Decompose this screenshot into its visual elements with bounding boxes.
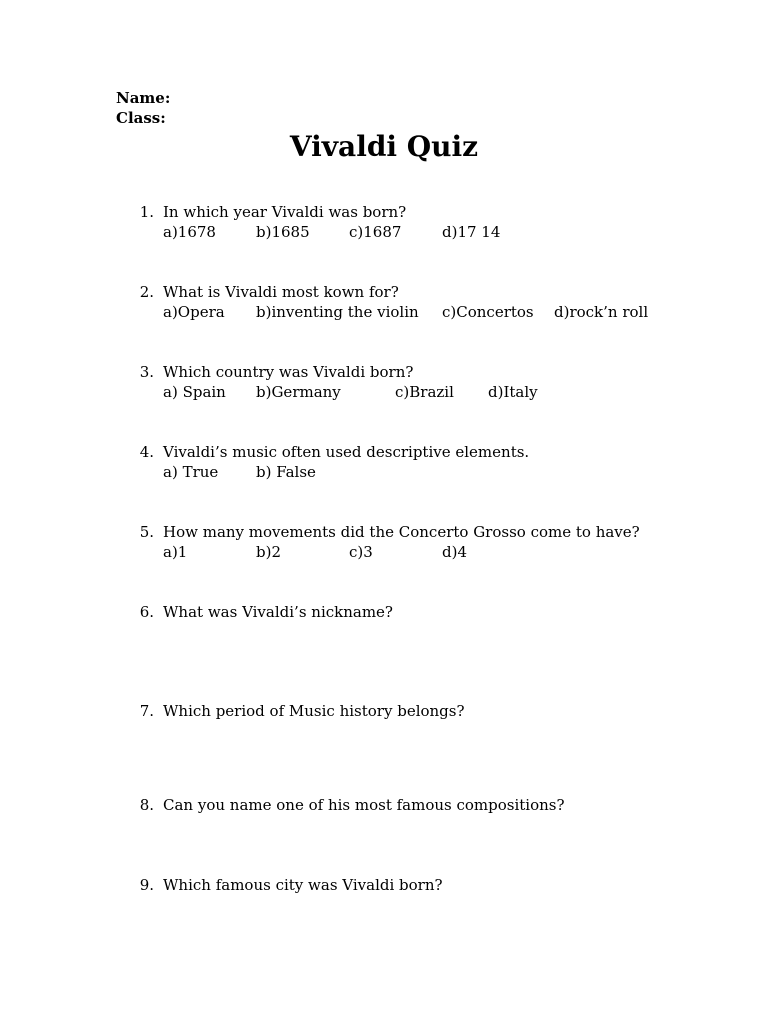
name-label: Name: bbox=[116, 89, 171, 107]
question-text: What is Vivaldi most kown for? bbox=[163, 283, 399, 301]
answer-option-c: c)3 bbox=[349, 543, 373, 561]
question-number: 2. bbox=[139, 283, 154, 301]
question-text: Vivaldi’s music often used descriptive elements. bbox=[163, 443, 530, 461]
question-text: Which period of Music history belongs? bbox=[163, 702, 465, 720]
answer-option-a: a) Spain bbox=[163, 383, 226, 401]
question-number: 4. bbox=[139, 443, 154, 461]
question-number: 6. bbox=[139, 603, 154, 621]
answer-option-b: b)Germany bbox=[256, 383, 341, 401]
answer-option-c: c)Brazil bbox=[395, 383, 454, 401]
answer-option-b: b)2 bbox=[256, 543, 281, 561]
answer-option-b: b) False bbox=[256, 463, 316, 481]
answer-option-b: b)1685 bbox=[256, 223, 310, 241]
answer-option-b: b)inventing the violin bbox=[256, 303, 419, 321]
answer-option-a: a)1 bbox=[163, 543, 188, 561]
question-number: 8. bbox=[139, 796, 154, 814]
answer-option-a: a)1678 bbox=[163, 223, 216, 241]
question-number: 7. bbox=[139, 702, 154, 720]
question-number: 1. bbox=[139, 203, 154, 221]
question-number: 5. bbox=[139, 523, 154, 541]
answer-option-d: d)4 bbox=[442, 543, 467, 561]
answer-option-c: c)1687 bbox=[349, 223, 402, 241]
question-number: 3. bbox=[139, 363, 154, 381]
answer-option-a: a) True bbox=[163, 463, 219, 481]
question-number: 9. bbox=[139, 876, 154, 894]
question-text: In which year Vivaldi was born? bbox=[163, 203, 407, 221]
question-text: What was Vivaldi’s nickname? bbox=[163, 603, 393, 621]
question-text: Which famous city was Vivaldi born? bbox=[163, 876, 443, 894]
answer-option-d: d)17 14 bbox=[442, 223, 501, 241]
class-label: Class: bbox=[116, 109, 166, 127]
question-text: Which country was Vivaldi born? bbox=[163, 363, 414, 381]
question-text: How many movements did the Concerto Grosso come to have? bbox=[163, 523, 640, 541]
answer-option-d: d)rock’n roll bbox=[554, 303, 649, 321]
answer-option-d: d)Italy bbox=[488, 383, 538, 401]
question-text: Can you name one of his most famous compositions? bbox=[163, 796, 565, 814]
answer-option-c: c)Concertos bbox=[442, 303, 534, 321]
page-title: Vivaldi Quiz bbox=[289, 130, 479, 163]
answer-option-a: a)Opera bbox=[163, 303, 225, 321]
